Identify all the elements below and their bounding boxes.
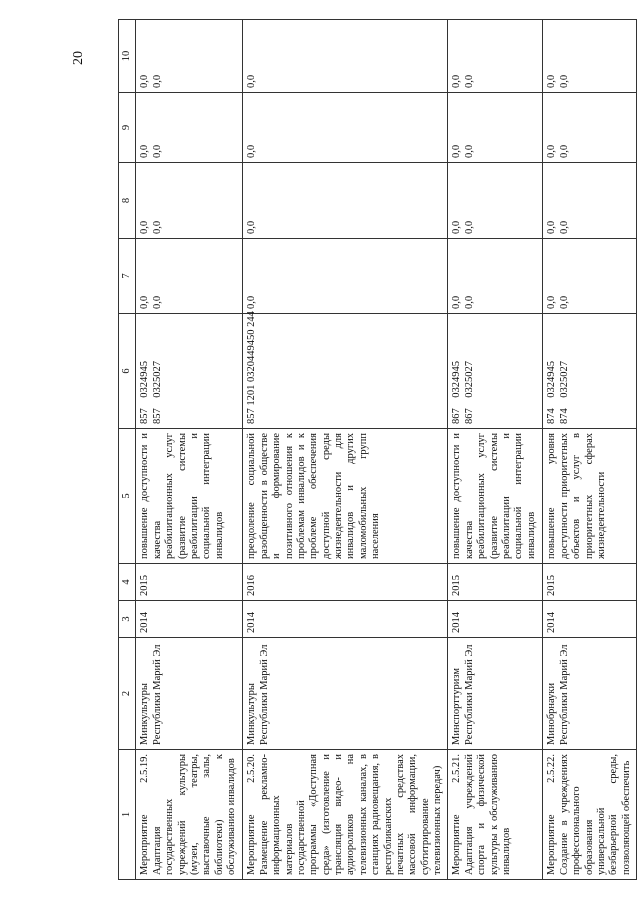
code-part: 857 [151, 408, 163, 424]
end-year-cell: 2015 [543, 564, 637, 601]
code-part: 857 1201 0320449450 244 [246, 311, 258, 424]
measure-cell: Мероприятие 2.5.20. Размещение рекламно-информационных материалов государственной программы «Доступная среда» (изготовление и трансляция видео- и аудиороликов на телевизионных каналах, в станциях радиовещания, в республиканских печатных средствах массовой информации, субтитрирование телевизионных передач) [243, 750, 448, 880]
measures-table [118, 19, 637, 880]
table-row [448, 20, 543, 880]
col-header-9: 9 [119, 93, 136, 163]
value: 0,0 [451, 74, 463, 88]
col-header-1: 1 [119, 750, 136, 880]
code-part: 867 [463, 408, 475, 424]
value: 0,0 [546, 295, 558, 309]
value-cell [243, 163, 448, 239]
value-cell [543, 20, 637, 93]
value: 0,0 [139, 220, 151, 234]
value: 0,0 [463, 295, 475, 309]
value: 0,0 [139, 74, 151, 88]
value-cell [243, 239, 448, 314]
value: 0,0 [558, 74, 570, 88]
start-year-cell: 2014 [243, 601, 448, 638]
value-cell [136, 93, 243, 163]
rotated-table-container [118, 20, 632, 880]
col-header-7: 7 [119, 239, 136, 314]
value: 0,0 [151, 295, 163, 309]
value: 0,0 [151, 220, 163, 234]
value-cell [136, 163, 243, 239]
executor-cell: Минкультуры Республики Марий Эл [243, 638, 448, 750]
result-cell: повышение доступности и качества реабилитационных услуг (развитие системы реабилитации и социальной интеграции инвалидов [136, 429, 243, 564]
table-row [136, 20, 243, 880]
value-cell [448, 239, 543, 314]
code-part: 0324945 [139, 361, 151, 398]
executor-cell: Минкультуры Республики Марий Эл [136, 638, 243, 750]
value-cell [543, 239, 637, 314]
value: 0,0 [151, 74, 163, 88]
value: 0,0 [546, 74, 558, 88]
code-part: 0324945 [451, 361, 463, 398]
code-part: 867 [451, 408, 463, 424]
value-cell [243, 93, 448, 163]
col-header-5: 5 [119, 429, 136, 564]
end-year-cell: 2015 [448, 564, 543, 601]
value-cell [448, 163, 543, 239]
value-cell [448, 93, 543, 163]
value: 0,0 [139, 295, 151, 309]
value: 0,0 [246, 220, 258, 234]
value-cell [543, 93, 637, 163]
value: 0,0 [558, 295, 570, 309]
header-row [119, 20, 136, 880]
value-cell [243, 20, 448, 93]
code-part: 0324945 [546, 361, 558, 398]
value-cell [136, 239, 243, 314]
executor-cell: Минобрнауки Республики Марий Эл [543, 638, 637, 750]
value: 0,0 [246, 74, 258, 88]
code-part: 857 [139, 408, 151, 424]
col-header-2: 2 [119, 638, 136, 750]
budget-code-cell [243, 311, 448, 429]
value: 0,0 [139, 144, 151, 158]
value: 0,0 [451, 220, 463, 234]
end-year-cell: 2015 [136, 564, 243, 601]
value-cell [136, 20, 243, 93]
table-row [543, 20, 637, 880]
value: 0,0 [463, 220, 475, 234]
col-header-10: 10 [119, 20, 136, 93]
value: 0,0 [151, 144, 163, 158]
budget-code-cell [543, 314, 637, 429]
value: 0,0 [463, 74, 475, 88]
value: 0,0 [451, 295, 463, 309]
start-year-cell: 2014 [448, 601, 543, 638]
measure-cell: Мероприятие 2.5.21. Адаптация учреждений спорта и физической культуры к обслуживанию инвалидов [448, 750, 543, 880]
col-header-3: 3 [119, 601, 136, 638]
value: 0,0 [246, 144, 258, 158]
value: 0,0 [558, 144, 570, 158]
value-cell [448, 20, 543, 93]
col-header-4: 4 [119, 564, 136, 601]
measure-cell: Мероприятие 2.5.19. Адаптация государственных учреждений культуры (музеи, театры, выставочные залы, библиотеки) к обслуживанию инвалидов [136, 750, 243, 880]
code-part: 0325027 [558, 361, 570, 398]
col-header-8: 8 [119, 163, 136, 239]
end-year-cell: 2016 [243, 564, 448, 601]
code-part: 0325027 [463, 361, 475, 398]
start-year-cell: 2014 [543, 601, 637, 638]
code-part: 874 [546, 408, 558, 424]
value: 0,0 [546, 220, 558, 234]
code-part: 0325027 [151, 361, 163, 398]
value-cell [543, 163, 637, 239]
value: 0,0 [546, 144, 558, 158]
budget-code-cell [448, 314, 543, 429]
page-number: 20 [71, 51, 86, 65]
value: 0,0 [558, 220, 570, 234]
measure-cell: Мероприятие 2.5.22. Создание в учреждениях профессионального образования универсальной безбарьерной среды, позволяющей обеспечить [543, 750, 637, 880]
result-cell: повышение уровня доступности приоритетных объектов и услуг в приоритетных сферах жизнедеятельности [543, 429, 637, 564]
value: 0,0 [451, 144, 463, 158]
code-part: 874 [558, 408, 570, 424]
value: 0,0 [463, 144, 475, 158]
start-year-cell: 2014 [136, 601, 243, 638]
budget-code-cell [136, 314, 243, 429]
table-row [243, 20, 448, 880]
col-header-6: 6 [119, 314, 136, 429]
result-cell: повышение доступности и качества реабилитационных услуг (развитие системы реабилитации и социальной интеграции инвалидов [448, 429, 543, 564]
result-cell: преодоление социальной разобщенности в обществе и формирование позитивного отношения к проблемам инвалидов и к проблеме обеспечения доступной среды жизнедеятельности для инвалидов и других маломобильных групп населения [243, 429, 448, 564]
value: 0,0 [246, 295, 258, 309]
executor-cell: Минспорттуризм Республики Марий Эл [448, 638, 543, 750]
